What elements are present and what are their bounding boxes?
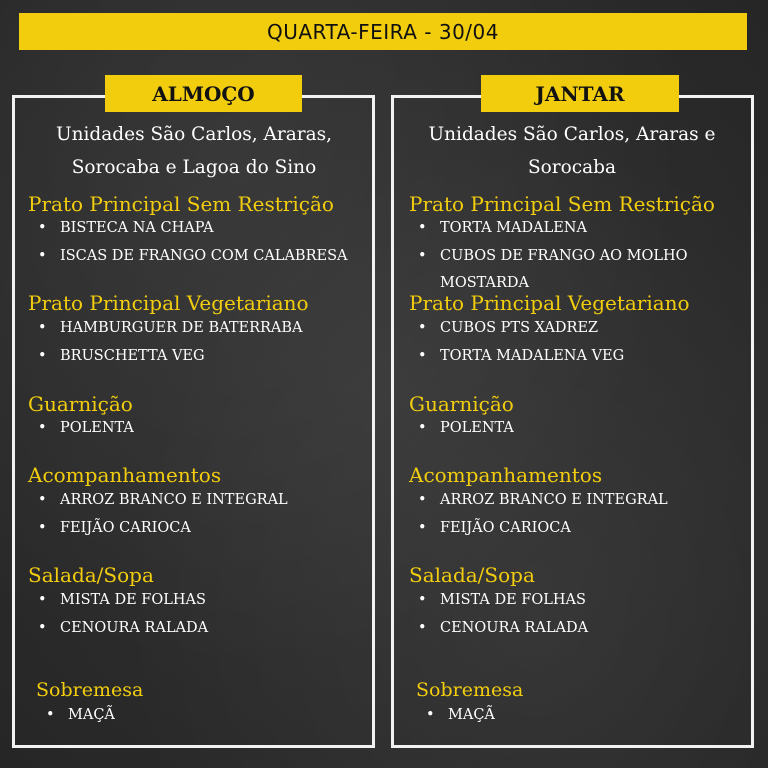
lunch-section-main: Prato Principal Sem Restrição [28, 192, 334, 216]
dinner-units-line2: Sorocaba [527, 157, 617, 178]
dinner-section-salad: Salada/Sopa [409, 563, 535, 587]
lunch-veg-item-text: BRUSCHETTA VEG [60, 348, 205, 364]
lunch-section-veg: Prato Principal Vegetariano [28, 291, 309, 315]
bullet-icon: • [38, 620, 47, 636]
dinner-section-veg: Prato Principal Vegetariano [409, 291, 690, 315]
dinner-veg-item-text: CUBOS PTS XADREZ [440, 320, 599, 336]
lunch-veg-item [38, 320, 303, 336]
lunch-section-garnish: Guarnição [28, 392, 133, 416]
bullet-icon: • [38, 492, 47, 508]
lunch-main-item [38, 220, 214, 236]
lunch-units-line1: Unidades São Carlos, Araras, [55, 124, 332, 145]
bullet-icon: • [418, 220, 427, 236]
dinner-salad-item-text: MISTA DE FOLHAS [440, 592, 586, 608]
lunch-units-line2: Sorocaba e Lagoa do Sino [71, 157, 317, 178]
lunch-side-item-text: FEIJÃO CARIOCA [60, 520, 191, 536]
lunch-garnish-item-text: POLENTA [60, 420, 134, 436]
dinner-salad-item [418, 620, 588, 636]
lunch-units [18, 118, 370, 184]
lunch-veg-item [38, 348, 205, 364]
bullet-icon: • [418, 248, 427, 264]
lunch-side-item [38, 520, 191, 536]
lunch-dessert-item [46, 707, 115, 723]
lunch-salad-item-text: MISTA DE FOLHAS [60, 592, 206, 608]
dinner-dessert-item-text: MAÇÃ [448, 707, 495, 723]
bullet-icon: • [418, 348, 427, 364]
dinner-label [481, 75, 679, 112]
dinner-salad-item-text: CENOURA RALADA [440, 620, 589, 636]
page-title: QUARTA-FEIRA - 30/04 [266, 19, 499, 44]
bullet-icon: • [38, 220, 47, 236]
lunch-label [105, 75, 302, 112]
lunch-main-item-text: BISTECA NA CHAPA [60, 220, 214, 236]
lunch-label-text: ALMOÇO [152, 81, 255, 106]
bullet-icon: • [38, 320, 47, 336]
bullet-icon: • [418, 492, 427, 508]
bullet-icon: • [38, 592, 47, 608]
bullet-icon: • [418, 620, 427, 636]
lunch-salad-item [38, 592, 206, 608]
bullet-icon: • [418, 592, 427, 608]
lunch-main-item [38, 248, 347, 264]
lunch-section-sides: Acompanhamentos [28, 463, 222, 487]
dinner-side-item-text: ARROZ BRANCO E INTEGRAL [440, 492, 668, 508]
dinner-section-dessert: Sobremesa [416, 679, 524, 701]
bullet-icon: • [418, 420, 427, 436]
dinner-units [396, 118, 748, 184]
lunch-garnish-item [38, 420, 134, 436]
dinner-veg-item [418, 320, 598, 336]
bullet-icon: • [426, 707, 435, 723]
dinner-section-garnish: Guarnição [409, 392, 514, 416]
lunch-salad-item-text: CENOURA RALADA [60, 620, 209, 636]
lunch-veg-item-text: HAMBURGUER DE BATERRABA [60, 320, 303, 336]
dinner-main-item-text: TORTA MADALENA [440, 220, 587, 236]
dinner-garnish-item [418, 420, 514, 436]
dinner-side-item [418, 520, 571, 536]
dinner-garnish-item-text: POLENTA [440, 420, 514, 436]
dinner-main-item-continuation: MOSTARDA [440, 275, 530, 291]
dinner-veg-item-text: TORTA MADALENA VEG [440, 348, 625, 364]
lunch-dessert-item-text: MAÇÃ [68, 707, 115, 723]
lunch-main-item-text: ISCAS DE FRANGO COM CALABRESA [60, 248, 348, 264]
bullet-icon: • [38, 348, 47, 364]
dinner-main-item [418, 220, 587, 236]
lunch-side-item-text: ARROZ BRANCO E INTEGRAL [60, 492, 288, 508]
bullet-icon: • [38, 420, 47, 436]
dinner-section-sides: Acompanhamentos [409, 463, 603, 487]
dinner-side-item-text: FEIJÃO CARIOCA [440, 520, 571, 536]
lunch-side-item [38, 492, 288, 508]
bullet-icon: • [418, 520, 427, 536]
lunch-salad-item [38, 620, 208, 636]
dinner-label-text: JANTAR [535, 81, 625, 106]
dinner-side-item [418, 492, 668, 508]
dinner-units-line1: Unidades São Carlos, Araras e [428, 124, 716, 145]
bullet-icon: • [38, 248, 47, 264]
bullet-icon: • [46, 707, 55, 723]
lunch-section-dessert: Sobremesa [36, 679, 144, 701]
dinner-main-item-text: CUBOS DE FRANGO AO MOLHO [440, 248, 688, 264]
dinner-veg-item [418, 348, 624, 364]
bullet-icon: • [418, 320, 427, 336]
date-banner [19, 13, 747, 50]
dinner-salad-item [418, 592, 586, 608]
dinner-main-item [418, 248, 688, 264]
bullet-icon: • [38, 520, 47, 536]
dinner-dessert-item [426, 707, 495, 723]
dinner-section-main: Prato Principal Sem Restrição [409, 192, 715, 216]
lunch-section-salad: Salada/Sopa [28, 563, 154, 587]
